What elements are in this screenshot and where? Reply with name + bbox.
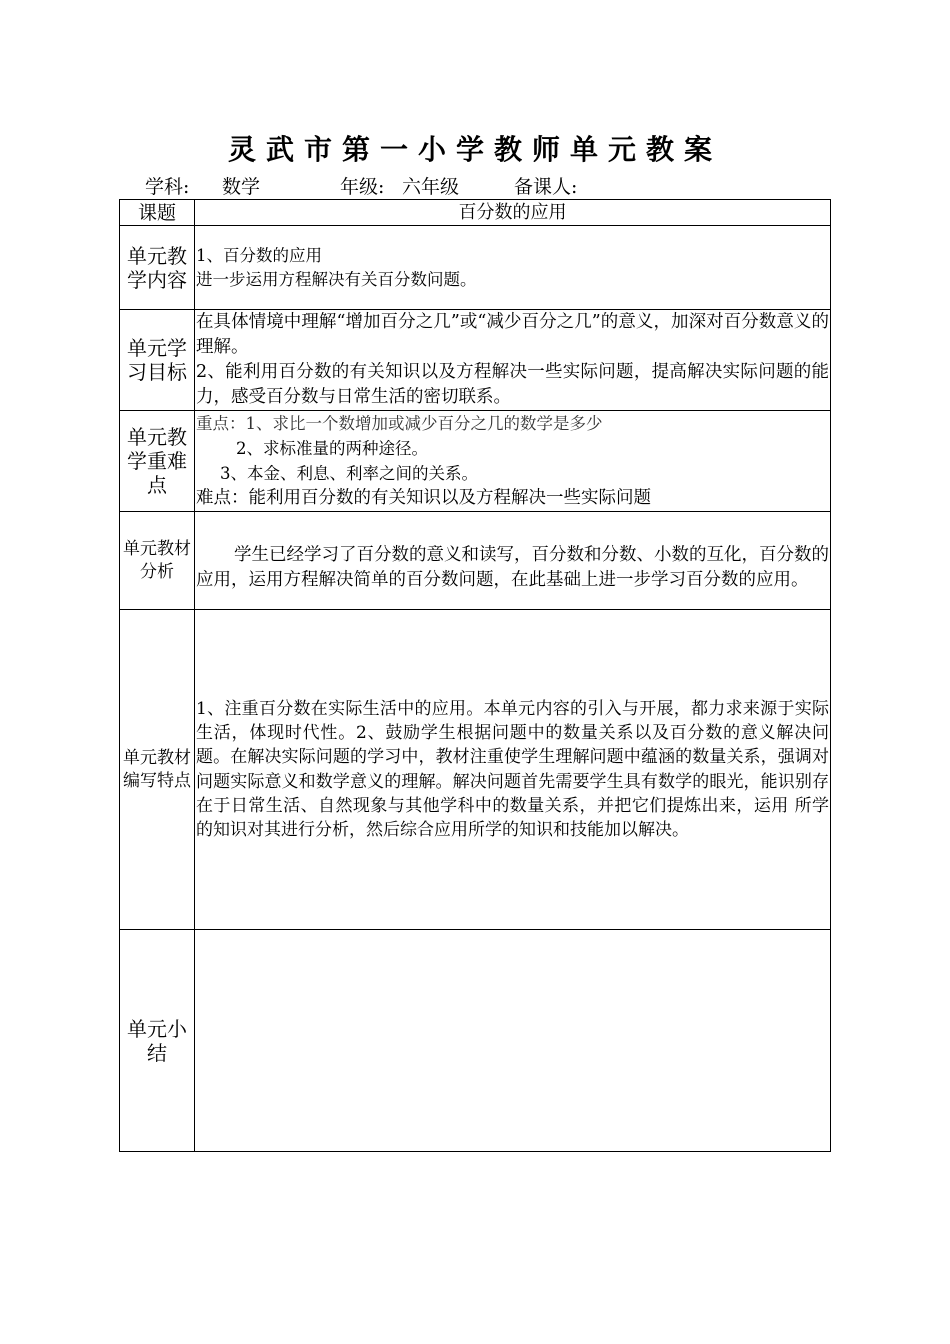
row-key-points	[120, 411, 831, 512]
key-points-line: 3、本金、利息、利率之间的关系。	[220, 464, 478, 483]
grade-value: 六年级	[402, 176, 460, 198]
content-cell	[195, 226, 831, 310]
key-points-line: 2、求标准量的两种途径。	[236, 439, 428, 458]
content-line: 进一步运用方程解决有关百分数问题。	[196, 269, 477, 289]
features-cell	[195, 610, 831, 930]
row-topic	[120, 200, 831, 226]
analysis-cell	[195, 512, 831, 610]
content-label: 单元教学内容	[120, 226, 195, 310]
key-points-line: 重点：1、求比一个数增加或减少百分之几的数学是多少	[196, 414, 603, 433]
analysis-label: 单元教材分析	[120, 512, 195, 610]
row-goals	[120, 310, 831, 411]
key-points-label: 单元教学重难点	[120, 411, 195, 512]
goals-cell	[195, 310, 831, 411]
features-label: 单元教材编写特点	[120, 610, 195, 930]
features-text: 1、注重百分数在实际生活中的应用。本单元内容的引入与开展，都力求来源于实际生活，体现时代性。2、鼓励学生根据问题中的数量关系以及百分数的意义解决问题。在解决实际问题的学习中，教材注重使学生理解问题中蕴涵的数量关系，强调对问题实际意义和数学意义的理解。解决问题首先需要学生具有数学的眼光，能识别存在于日常生活、自然现象与其他学科中的数量关系，并把它们提炼出来，运用 所学的知识对其进行分析，然后综合应用所学的知识和技能加以解决。	[196, 698, 829, 840]
key-points-line: 难点：能利用百分数的有关知识以及方程解决一些实际问题	[196, 488, 651, 508]
grade-label: 年级:	[340, 176, 385, 198]
key-points-cell	[195, 411, 831, 512]
teacher-label: 备课人:	[514, 176, 578, 198]
summary-cell	[195, 930, 831, 1152]
topic-value: 百分数的应用	[195, 200, 831, 226]
subject-label: 学科:	[145, 176, 190, 198]
row-summary	[120, 930, 831, 1152]
summary-label: 单元小结	[120, 930, 195, 1152]
meta-line	[0, 174, 950, 200]
lesson-plan-table	[119, 199, 831, 1152]
subject-value: 数学	[222, 176, 261, 198]
topic-label: 课题	[120, 200, 195, 226]
page-title: 灵武市第一小学教师单元教案	[227, 133, 722, 166]
row-features	[120, 610, 831, 930]
goals-line: 在具体情境中理解“增加百分之几”或“减少百分之几”的意义，加深对百分数意义的理解。	[196, 312, 829, 357]
goals-label: 单元学习目标	[120, 310, 195, 411]
row-content	[120, 226, 831, 310]
row-analysis	[120, 512, 831, 610]
analysis-text: 学生已经学习了百分数的意义和读写，百分数和分数、小数的互化，百分数的应用，运用方程解决简单的百分数问题，在此基础上进一步学习百分数的应用。	[196, 544, 829, 590]
content-line: 1、百分数的应用	[196, 245, 322, 265]
goals-line: 2、能利用百分数的有关知识以及方程解决一些实际问题，提高解决实际问题的能力，感受百分数与日常生活的密切联系。	[196, 362, 829, 407]
